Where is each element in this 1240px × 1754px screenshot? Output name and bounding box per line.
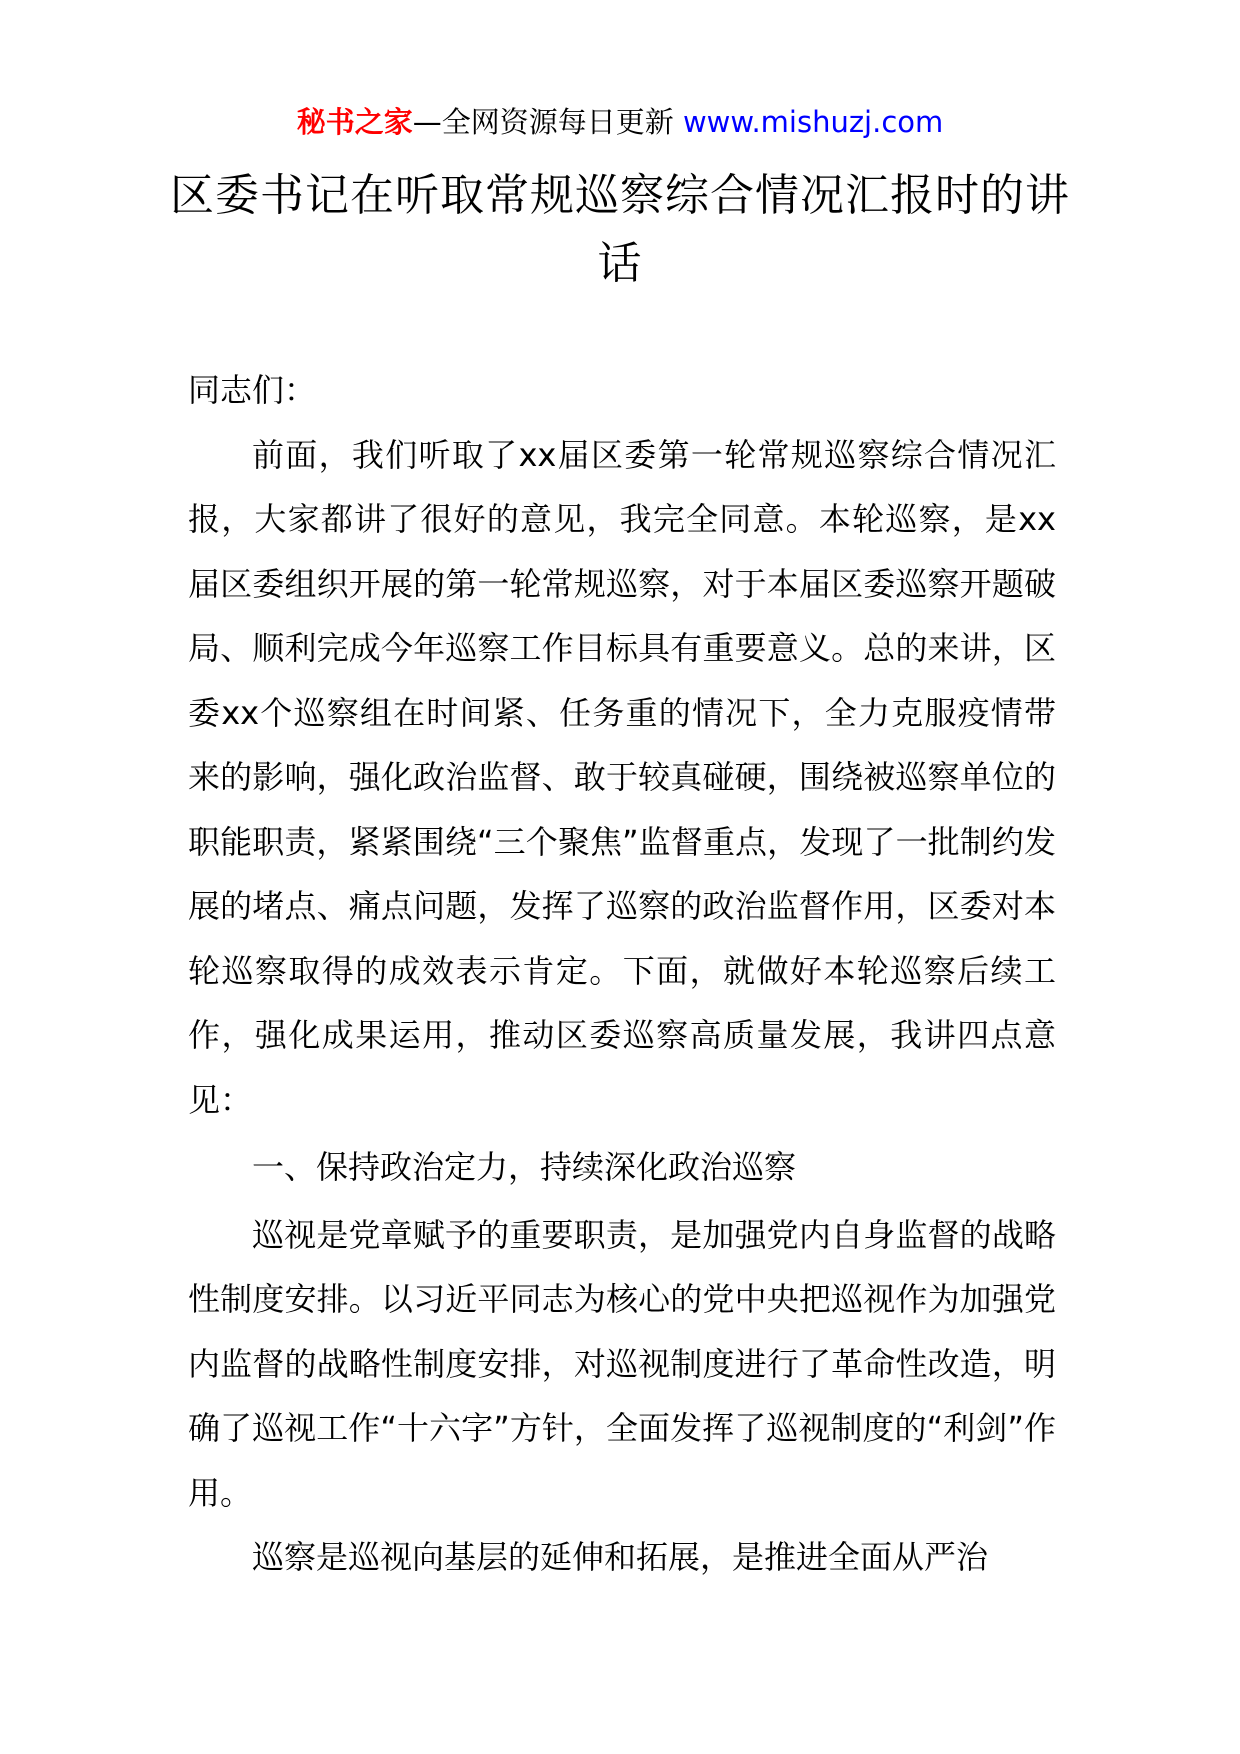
document-body: [188, 358, 1056, 1590]
site-url: www.mishuzj.com: [682, 105, 944, 139]
site-header: [0, 102, 1240, 142]
document-title: 区委书记在听取常规巡察综合情况汇报时的讲话: [170, 170, 1070, 289]
salutation: 同志们：: [188, 371, 317, 409]
brand-name: 秘书之家: [296, 105, 413, 139]
site-tagline: —全网资源每日更新: [412, 105, 683, 139]
body-paragraph: 巡视是党章赋予的重要职责，是加强党内自身监督的战略性制度安排。以习近平同志为核心的党中央把巡视作为加强党内监督的战略性制度安排，对巡视制度进行了革命性改造，明确了巡视工作“十六字”方针，全面发挥了巡视制度的“利剑”作用。: [188, 1215, 1056, 1512]
section-heading: 一、保持政治定力，持续深化政治巡察: [252, 1148, 797, 1186]
body-paragraph: 巡察是巡视向基层的延伸和拓展，是推进全面从严治: [252, 1538, 989, 1576]
body-paragraph: 前面，我们听取了xx届区委第一轮常规巡察综合情况汇报，大家都讲了很好的意见，我完全同意。本轮巡察，是xx届区委组织开展的第一轮常规巡察，对于本届区委巡察开题破局、顺利完成今年巡察工作目标具有重要意义。总的来讲，区委xx个巡察组在时间紧、任务重的情况下，全力克服疫情带来的影响，强化政治监督、敢于较真碰硬，围绕被巡察单位的职能职责，紧紧围绕“三个聚焦”监督重点，发现了一批制约发展的堵点、痛点问题，发挥了巡察的政治监督作用，区委对本轮巡察取得的成效表示肯定。下面，就做好本轮巡察后续工作，强化成果运用，推动区委巡察高质量发展，我讲四点意见：: [188, 435, 1056, 1119]
